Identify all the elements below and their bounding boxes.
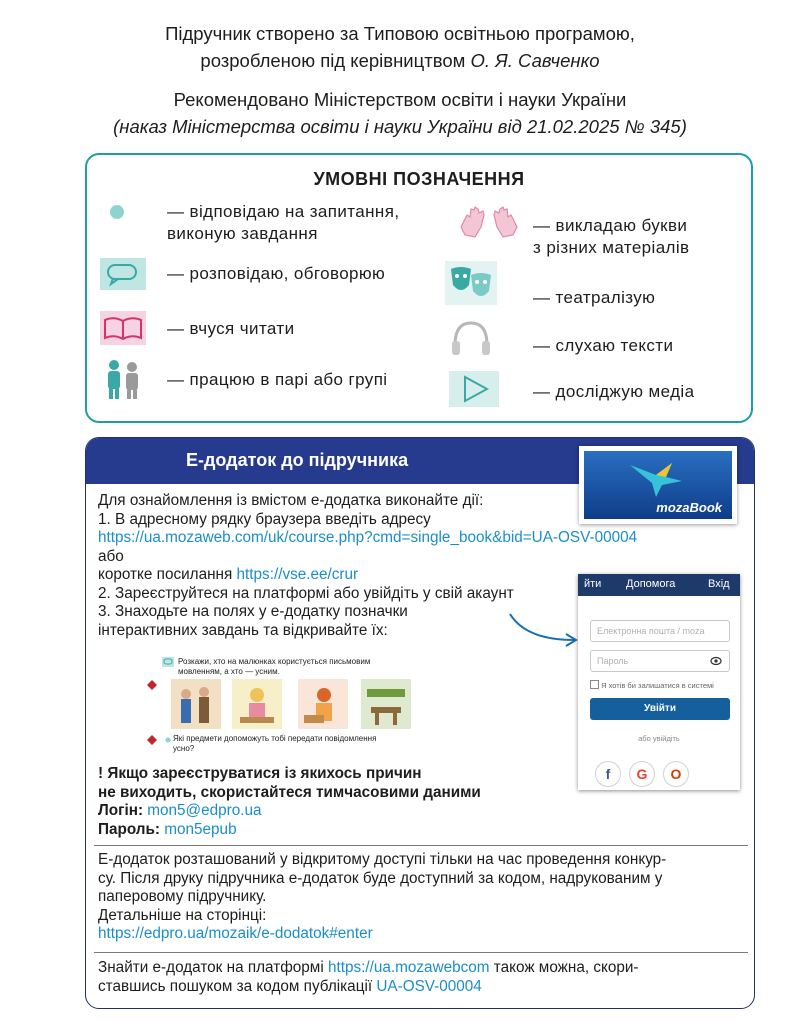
eapp-intro: Для ознайомлення із вмістом е-додатка виконайте дії: <box>98 492 484 509</box>
legend-text: — розповідаю, обговорюю <box>167 264 386 283</box>
interactive-marker-icon[interactable] <box>145 734 159 746</box>
header-line-2-prefix: розробленою під керівництвом <box>200 50 471 71</box>
login-line <box>98 802 261 821</box>
hands-icon <box>457 205 521 241</box>
login-label: Логін: <box>98 802 148 819</box>
eapp-step3a: 3. Знаходьте на полях у е-додатку позначки <box>98 603 408 620</box>
header-line-2 <box>0 47 800 74</box>
short-link-line <box>98 566 658 585</box>
eapp-or: або <box>98 547 124 565</box>
illustration-1 <box>171 679 221 729</box>
remember-checkbox[interactable] <box>590 680 599 689</box>
facebook-icon[interactable]: f <box>596 762 620 786</box>
search-mid: також можна, скори- <box>489 959 639 976</box>
speech-bubble-icon <box>99 257 147 291</box>
legend-text: — відповідаю на запитання, виконую завдання <box>167 202 400 243</box>
or-login-label: або увійдіть <box>638 734 680 743</box>
header-line-1: Підручник створено за Типовою освітньою програмою, <box>165 23 635 44</box>
open-book-icon <box>99 310 147 346</box>
legend-text: — працюю в парі або групі <box>167 370 388 389</box>
eapp-step1: 1. В адресному рядку браузера введіть адресу <box>98 510 431 528</box>
login-value: mon5@edpro.ua <box>147 802 262 819</box>
email-field[interactable]: Електронна пошта / moza <box>590 620 730 642</box>
play-media-icon <box>449 371 499 407</box>
textbook-preview <box>143 657 413 757</box>
mozabook-label: mozaBook <box>656 500 722 515</box>
theatre-masks-icon <box>445 261 497 305</box>
warning-line-1: ! Якщо зареєструватися із якихось причин <box>98 765 422 782</box>
preview-line-1: Розкажи, хто на малюнках користується письмовим <box>178 657 371 666</box>
legend-text: — викладаю букви з різних матеріалів <box>533 216 690 257</box>
headphones-icon <box>449 319 493 359</box>
search-prefix-2: ставшись пошуком за кодом публікації <box>98 977 377 995</box>
legend-item-listen <box>445 335 673 357</box>
legend-item-letters <box>457 215 689 259</box>
access-line-2: су. Після друку підручника е-додаток буде доступний за кодом, надрукованим у <box>98 869 663 887</box>
password-line <box>98 821 261 840</box>
remember-row[interactable] <box>590 680 714 690</box>
legend-title: УМОВНІ ПОЗНАЧЕННЯ <box>313 169 525 189</box>
illustration-4 <box>361 679 411 729</box>
search-line-2 <box>98 978 748 997</box>
login-nav-item[interactable]: Вхід <box>708 578 730 590</box>
eapp-step3b: інтерактивних завдань та відкривайте їх: <box>98 621 388 639</box>
pair-people-icon <box>99 357 147 401</box>
legend-text: — вчуся читати <box>167 319 295 338</box>
office-icon[interactable]: O <box>664 762 688 786</box>
submit-button[interactable]: Увійти <box>590 698 730 720</box>
help-nav-item[interactable]: Допомога <box>626 578 676 590</box>
mozabook-card <box>579 446 737 524</box>
legend-text: — театралізую <box>533 288 656 307</box>
access-paragraph <box>98 851 748 944</box>
eapp-step2: 2. Зареєструйтеся на платформі або увійдіть у свій акаунт <box>98 584 514 602</box>
access-line-3: паперовому підручнику. <box>98 888 267 905</box>
illustration-2 <box>232 679 282 729</box>
eapp-title: Е-додаток до підручника <box>186 450 409 470</box>
header-line-4: (наказ Міністерства освіти і науки України від 21.02.2025 № 345) <box>113 116 687 137</box>
author-name: О. Я. Савченко <box>470 50 600 71</box>
legend-item-media <box>445 381 694 403</box>
divider <box>94 952 748 953</box>
platform-link[interactable]: https://ua.mozawebcom <box>327 959 490 976</box>
credentials <box>98 802 261 839</box>
access-line-1: Е-додаток розташований у відкритому доступі тільки на час проведення конкур- <box>98 851 667 868</box>
legend-item-theatre <box>445 287 655 309</box>
remember-label: Я хотів би залишатися в системі <box>601 681 714 690</box>
legend-item-answer <box>109 201 399 245</box>
warning-line-2: не виходить, скористайтеся тимчасовими даними <box>98 783 481 801</box>
header-line-3: Рекомендовано Міністерством освіти і науки України <box>173 89 627 110</box>
google-icon[interactable]: G <box>630 762 654 786</box>
search-paragraph <box>98 959 748 996</box>
password-label: Пароль: <box>98 820 165 838</box>
preview-line-4: усно? <box>173 744 195 753</box>
password-field[interactable]: Пароль <box>590 650 730 672</box>
legend-item-pair <box>99 369 387 391</box>
dot-icon <box>109 204 125 220</box>
preview-line-3: Які предмети допоможуть тобі передати повідомлення <box>173 734 377 743</box>
legend-item-read <box>99 318 295 340</box>
dot-icon <box>165 737 171 743</box>
warning-block <box>98 765 481 802</box>
speech-bubble-icon <box>162 657 174 667</box>
short-link-prefix: коротке посилання <box>98 566 237 583</box>
legend-text: — слухаю тексти <box>533 336 674 355</box>
more-info-label: Детальніше на сторінці: <box>98 906 267 924</box>
illustration-3 <box>298 679 348 729</box>
preview-task-2 <box>173 734 418 754</box>
details-link[interactable]: https://edpro.ua/mozaik/e-dodatok#enter <box>98 925 373 942</box>
preview-task-1 <box>178 657 418 677</box>
password-value: mon5epub <box>164 820 237 838</box>
login-panel <box>578 574 740 790</box>
header-block <box>0 20 800 140</box>
search-line-1 <box>98 959 748 978</box>
legend-text: — досліджую медіа <box>533 382 695 401</box>
interactive-marker-icon[interactable] <box>145 679 159 691</box>
login-nav-bar <box>578 574 740 596</box>
short-link[interactable]: https://vse.ee/crur <box>236 566 359 583</box>
eye-icon[interactable] <box>710 656 722 666</box>
nav-item[interactable]: йти <box>584 578 602 590</box>
legend-item-discuss <box>99 263 385 285</box>
bird-logo-icon <box>626 455 686 499</box>
course-link[interactable]: https://ua.mozaweb.com/uk/course.php?cmd=single_book&bid=UA-OSV-00004 <box>98 529 638 546</box>
legend-box <box>85 153 753 423</box>
divider <box>94 845 748 846</box>
publication-code: UA-OSV-00004 <box>376 977 482 995</box>
search-prefix: Знайти е-додаток на платформі <box>98 959 328 976</box>
preview-line-2: мовленням, а хто — усним. <box>178 667 280 676</box>
pointer-arrow-icon <box>506 610 586 650</box>
